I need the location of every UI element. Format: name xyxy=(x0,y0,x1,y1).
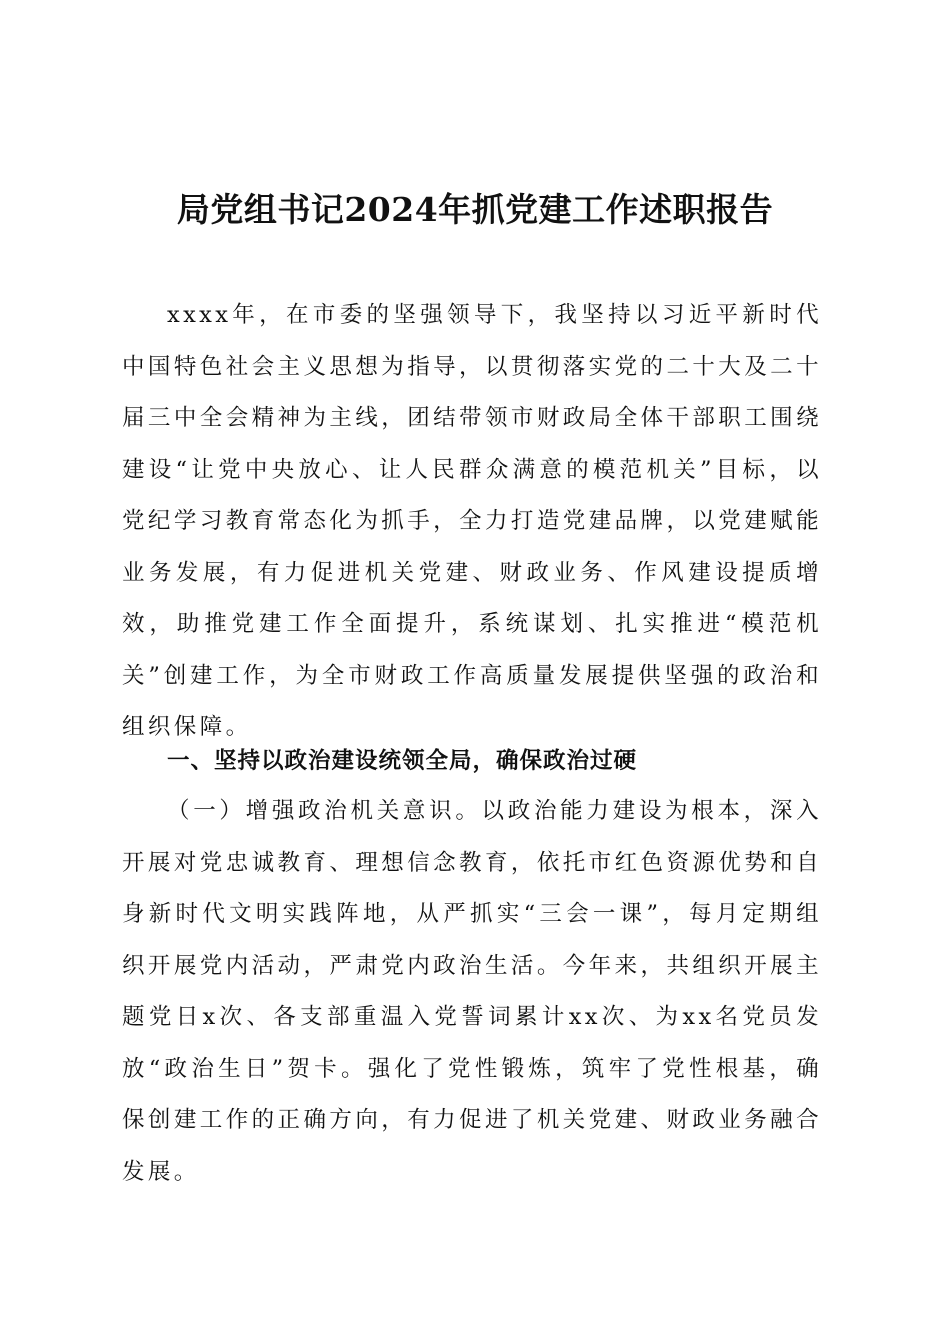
section-1-paragraph-1: （一）增强政治机关意识。以政治能力建设为根本，深入开展对党忠诚教育、理想信念教育，依托市红色资源优势和自身新时代文明实践阵地，从严抓实“三会一课”，每月定期组织开展党内活动，严肃党内政治生活。今年来，共组织开展主题党日x次、各支部重温入党誓词累计xx次、为xx名党员发放“政治生日”贺卡。强化了党性锻炼，筑牢了党性根基，确保创建工作的正确方向，有力促进了机关党建、财政业务融合发展。 xyxy=(122,798,822,1185)
intro-paragraph: xxxx年，在市委的坚强领导下，我坚持以习近平新时代中国特色社会主义思想为指导，以贯彻落实党的二十大及二十届三中全会精神为主线，团结带领市财政局全体干部职工围绕建设“让党中央放心、让人民群众满意的模范机关”目标，以党纪学习教育常态化为抓手，全力打造党建品牌，以党建赋能业务发展，有力促进机关党建、财政业务、作风建设提质增效，助推党建工作全面提升，系统谋划、扎实推进“模范机关”创建工作，为全市财政工作高质量发展提供坚强的政治和组织保障。 xyxy=(122,302,822,740)
document-title: 局党组书记2024年抓党建工作述职报告 xyxy=(176,190,774,229)
section-heading-1: 一、坚持以政治建设统领全局，确保政治过硬 xyxy=(167,748,638,774)
